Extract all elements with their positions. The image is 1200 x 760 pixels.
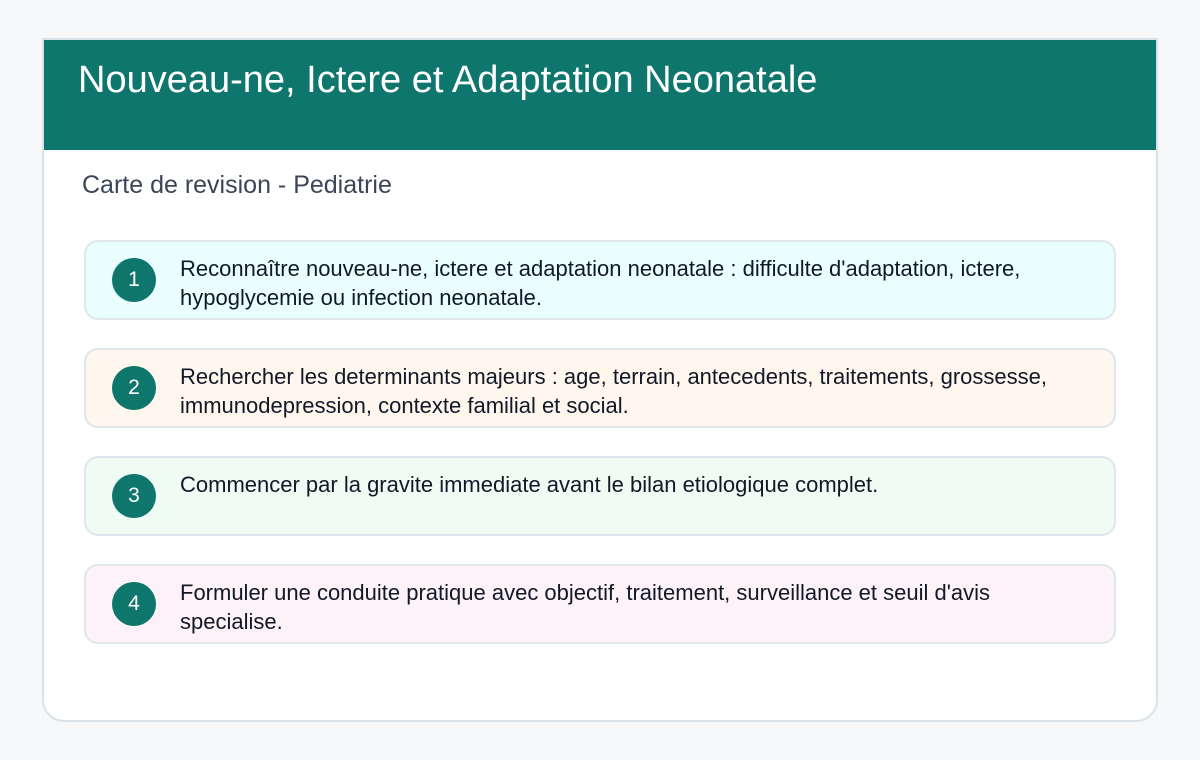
list-item-text-1: Reconnaître nouveau-ne, ictere et adaptation neonatale : difficulte d'adaptation, ictere, hypoglycemie ou infection neonatale. — [180, 256, 1021, 310]
number-badge-3: 3 — [112, 474, 156, 518]
list-item-text-2: Rechercher les determinants majeurs : age, terrain, antecedents, traitements, grossesse, immunodepression, contexte familial et social. — [180, 364, 1047, 418]
list-item-4 — [84, 564, 1116, 644]
number-badge-2: 2 — [112, 366, 156, 410]
number-badge-1: 1 — [112, 258, 156, 302]
page-title: Nouveau-ne, Ictere et Adaptation Neonatale — [78, 59, 818, 101]
number-badge-4: 4 — [112, 582, 156, 626]
list-item-2 — [84, 348, 1116, 428]
list-item-1 — [84, 240, 1116, 320]
list-item-text-4: Formuler une conduite pratique avec objectif, traitement, surveillance et seuil d'avis specialise. — [180, 580, 991, 634]
card-subtitle: Carte de revision - Pediatrie — [82, 171, 392, 199]
list-item-3 — [84, 456, 1116, 536]
list-item-text-3: Commencer par la gravite immediate avant le bilan etiologique complet. — [180, 472, 879, 497]
revision-card — [42, 38, 1158, 722]
card-header — [42, 38, 1158, 150]
